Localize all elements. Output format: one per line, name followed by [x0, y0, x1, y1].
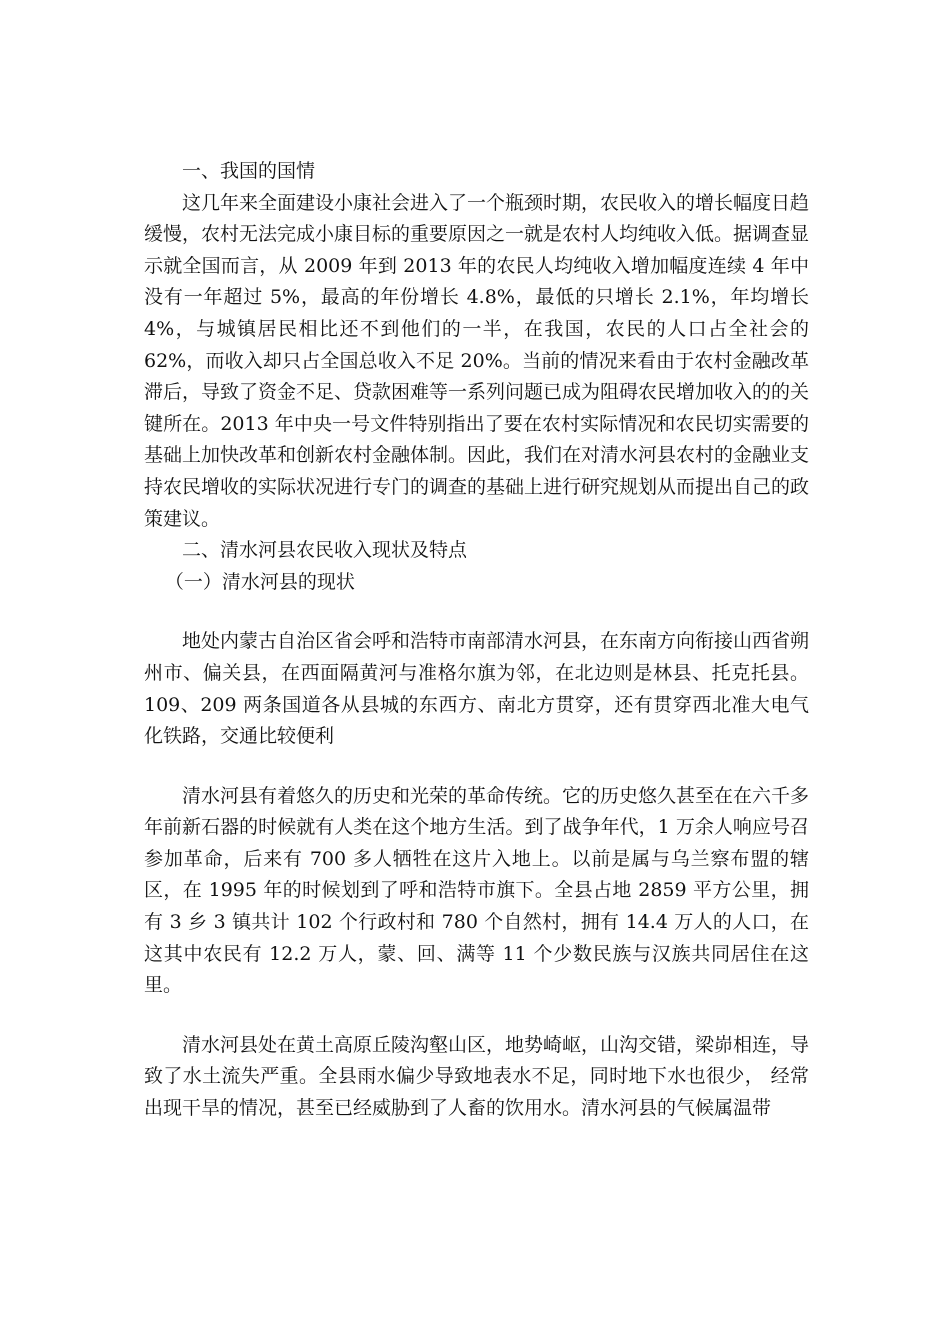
subsection-heading-1: （一）清水河县的现状: [164, 570, 355, 593]
paragraph-location: 地处内蒙古自治区省会呼和浩特市南部清水河县，在东南方向衔接山西省朔州市、偏关县，在西面隔黄河与准格尔旗为邻，在北边则是林县、托克托县。109、209 两条国道各从县城的东西方、南北方贯穿，还有贯穿西北准大电气化铁路，交通比较便利: [144, 630, 810, 748]
section-heading-1: 一、我国的国情: [182, 160, 316, 182]
paragraph-gap: [144, 753, 809, 781]
paragraph-geography: 清水河县处在黄土高原丘陵沟壑山区，地势崎岖，山沟交错，梁峁相连，导致了水土流失严重。全县雨水偏少导致地表水不足，同时地下水也很少， 经常出现干旱的情况，甚至已经威胁到了人畜的饮用水。清水河县的气候属温带: [144, 1033, 810, 1120]
paragraph-history: 清水河县有着悠久的历史和光荣的革命传统。它的历史悠久甚至在在六千多年前新石器的时候就有人类在这个地方生活。到了战争年代，1 万余人响应号召参加革命，后来有 700 多人牺牲在这片入地上。以前是属与乌兰察布盟的辖区，在 1995 年的时候划到了呼和浩特市旗下。全县占地 2859 平方公里，拥有 3 乡 3 镇共计 102 个行政村和 780 个自然村，拥有 14.4 万人的人口，在这其中农民有 12.2 万人，蒙、回、满等 11 个少数民族与汉族共同居住在这里。: [144, 784, 810, 997]
paragraph-gap: [144, 598, 809, 626]
section-heading-2: 二、清水河县农民收入现状及特点: [182, 539, 468, 562]
paragraph-national-situation: 这几年来全面建设小康社会进入了一个瓶颈时期，农民收入的增长幅度日趋缓慢，农村无法完成小康目标的重要原因之一就是农村人均纯收入低。据调查显示就全国而言，从 2009 年到 2013 年的农民人均纯收入增加幅度连续 4 年中没有一年超过 5%，最高的年份增长 4.8%，最低的只增长 2.1%，年均增长 4%，与城镇居民相比还不到他们的一半，在我国，农民的人口占全社会的 62%，而收入却只占全国总收入不足 20%。当前的情况来看由于农村金融改革滞后，导致了资金不足、贷款困难等一系列问题已成为阻碍农民增加收入的的关键所在。2013 年中央一号文件特别指出了要在农村实际情况和农民切实需要的基础上加快改革和创新农村金融体制。因此，我们在对清水河县农村的金融业支持农民增收的实际状况进行专门的调查的基础上进行研究规划从而提出自己的政策建议。: [144, 191, 810, 530]
document-body: [144, 156, 809, 1125]
paragraph-gap: [144, 1002, 809, 1030]
